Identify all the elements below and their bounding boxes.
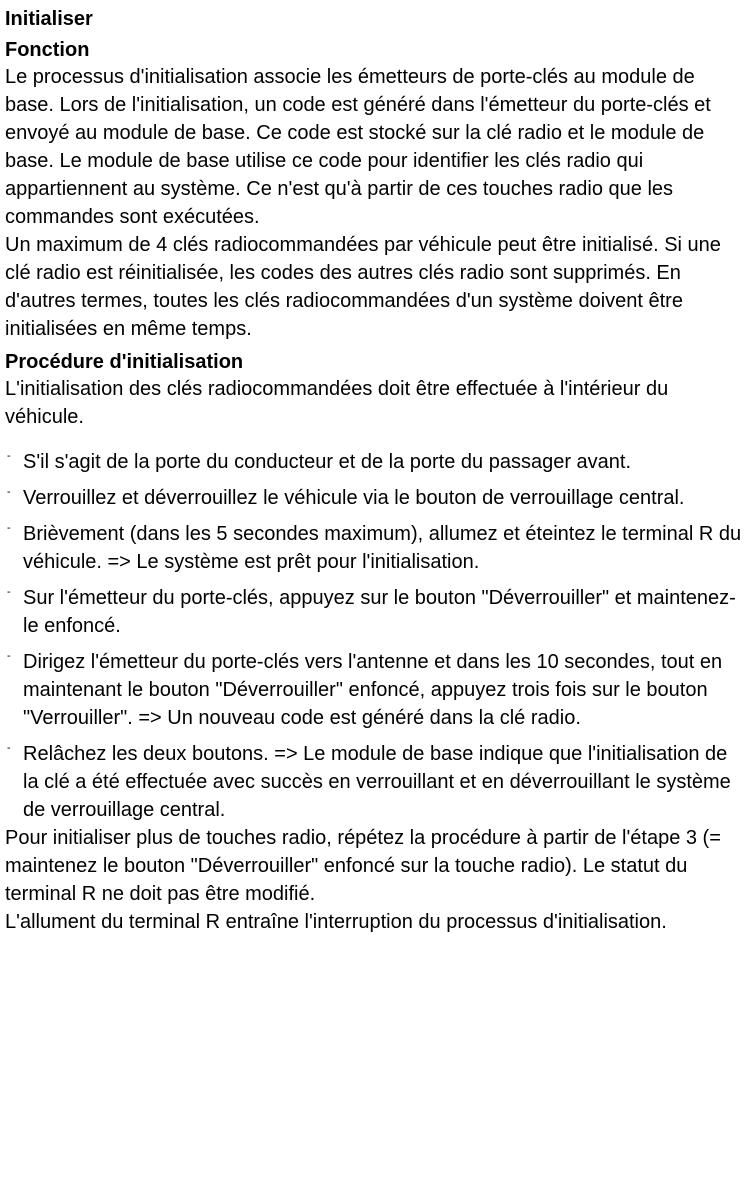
step-text: Brièvement (dans les 5 secondes maximum), allumez et éteintez le terminal R du véhicule. => Le système est prêt pour l'initialisation. bbox=[23, 523, 742, 573]
bullet-dash: - bbox=[7, 650, 11, 662]
procedure-step-6 bbox=[5, 740, 747, 824]
document-title: Initialiser bbox=[5, 8, 93, 30]
bullet-dash: - bbox=[7, 522, 11, 534]
procedure-step-2 bbox=[5, 484, 747, 512]
step-text: Sur l'émetteur du porte-clés, appuyez sur le bouton "Déverrouiller" et maintenez-le enfoncé. bbox=[23, 587, 736, 637]
section-heading-procedure: Procédure d'initialisation bbox=[5, 351, 244, 373]
procedure-step-list bbox=[5, 448, 747, 824]
step-text: Relâchez les deux boutons. => Le module de base indique que l'initialisation de la clé a été effectuée avec succès en verrouillant et en déverrouillant le système de verrouillage central. bbox=[23, 743, 731, 821]
section-heading-function: Fonction bbox=[5, 39, 90, 61]
paragraph-function-description: Le processus d'initialisation associe les émetteurs de porte-clés au module de base. Lors de l'initialisation, un code est généré dans l'émetteur du porte-clés et envoyé au module de base. Ce code est stocké sur la clé radio et le module de base. Le module de base utilise ce code pour identifier les clés radio qui appartiennent au système. Ce n'est qu'à partir de ces touches radio que les commandes sont exécutées. bbox=[5, 66, 711, 228]
bullet-dash: - bbox=[7, 742, 11, 754]
paragraph-procedure-intro: L'initialisation des clés radiocommandées doit être effectuée à l'intérieur du véhicule. bbox=[5, 378, 669, 428]
paragraph-interruption-note: L'allument du terminal R entraîne l'interruption du processus d'initialisation. bbox=[5, 911, 667, 933]
procedure-step-4 bbox=[5, 584, 747, 640]
procedure-step-3 bbox=[5, 520, 747, 576]
step-text: Verrouillez et déverrouillez le véhicule via le bouton de verrouillage central. bbox=[23, 487, 685, 509]
paragraph-key-limit: Un maximum de 4 clés radiocommandées par véhicule peut être initialisé. Si une clé radio est réinitialisée, les codes des autres clés radio sont supprimés. En d'autres termes, toutes les clés radiocommandées d'un système doivent être initialisées en même temps. bbox=[5, 234, 721, 340]
procedure-step-5 bbox=[5, 648, 747, 732]
procedure-step-1 bbox=[5, 448, 747, 476]
bullet-dash: - bbox=[7, 486, 11, 498]
bullet-dash: - bbox=[7, 586, 11, 598]
paragraph-repeat-procedure: Pour initialiser plus de touches radio, répétez la procédure à partir de l'étape 3 (= maintenez le bouton "Déverrouiller" enfoncé sur la touche radio). Le statut du terminal R ne doit pas être modifié. bbox=[5, 827, 721, 905]
step-text: Dirigez l'émetteur du porte-clés vers l'antenne et dans les 10 secondes, tout en maintenant le bouton "Déverrouiller" enfoncé, appuyez trois fois sur le bouton "Verrouiller". => Un nouveau code est généré dans la clé radio. bbox=[23, 651, 723, 729]
bullet-dash: - bbox=[7, 450, 11, 462]
step-text: S'il s'agit de la porte du conducteur et de la porte du passager avant. bbox=[23, 451, 632, 473]
